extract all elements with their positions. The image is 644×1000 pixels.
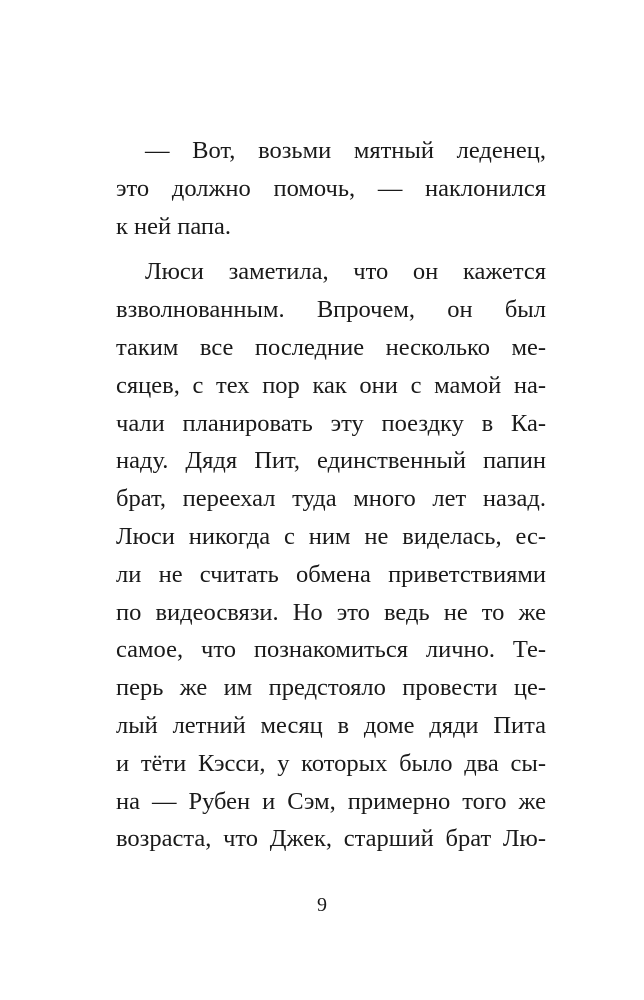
text-line: таким все последние несколько ме-: [116, 333, 546, 361]
text-line: по видеосвязи. Но это ведь не то же: [116, 598, 546, 626]
text-line: ли не считать обмена приветствиями: [116, 560, 546, 588]
text-line: брат, переехал туда много лет назад.: [116, 485, 546, 513]
text-line: возраста, что Джек, старший брат Лю-: [116, 825, 546, 853]
text-line: Люси никогда с ним не виделась, ес-: [116, 522, 546, 550]
page-text: [116, 132, 546, 858]
text-line: на — Рубен и Сэм, примерно того же: [116, 787, 546, 815]
text-line: лый летний месяц в доме дяди Пита: [116, 711, 546, 739]
text-line: перь же им предстояло провести це-: [116, 674, 546, 702]
text-line: к ней папа.: [116, 212, 232, 240]
paragraph-2: [116, 253, 546, 858]
text-line: это должно помочь, — наклонился: [116, 174, 546, 202]
page-number: 9: [317, 894, 327, 916]
paragraph-1: [116, 132, 546, 245]
text-line: и тёти Кэсси, у которых было два сы-: [116, 749, 546, 777]
paragraph-gap: [116, 245, 546, 253]
text-line: Люси заметила, что он кажется: [145, 258, 546, 286]
text-line: наду. Дядя Пит, единственный папин: [116, 447, 546, 475]
text-line: чали планировать эту поездку в Ка-: [116, 409, 546, 437]
text-line: взволнованным. Впрочем, он был: [116, 296, 546, 324]
text-line: сяцев, с тех пор как они с мамой на-: [116, 371, 546, 399]
text-line: — Вот, возьми мятный леденец,: [145, 137, 546, 164]
text-line: самое, что познакомиться лично. Те-: [116, 636, 546, 664]
